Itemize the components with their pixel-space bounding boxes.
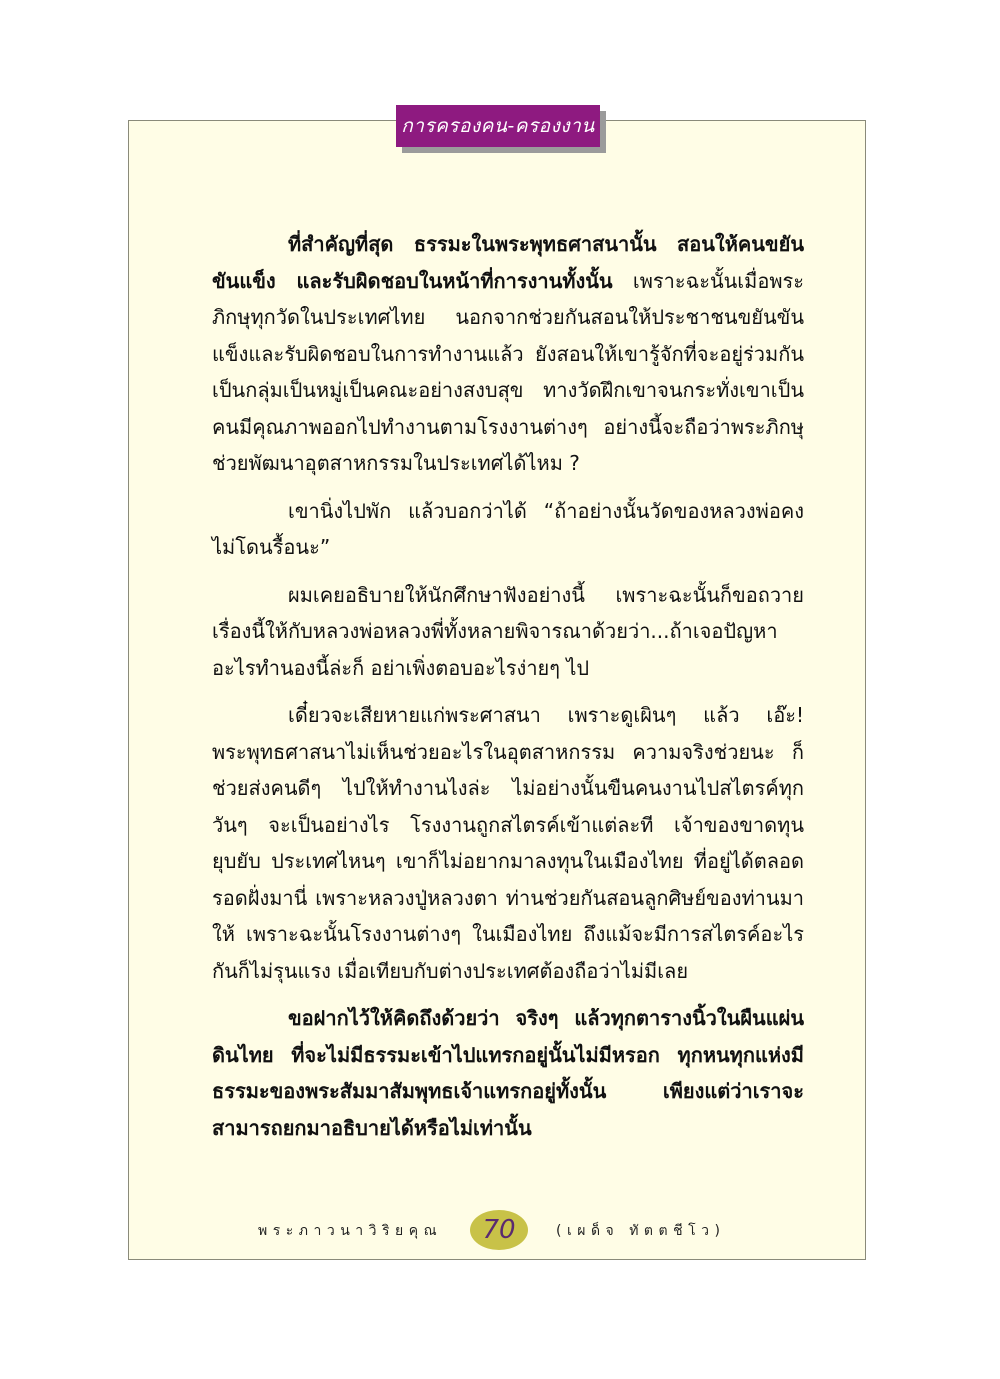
body-text — [212, 226, 804, 1146]
footer-author: (เผด็จ ทัตตชีโว) — [556, 1223, 726, 1239]
paragraph-1 — [212, 226, 804, 482]
paragraph-3: ผมเคยอธิบายให้นักศึกษาฟังอย่างนี้ เพราะฉะนั้นก็ขอถวายเรื่องนี้ให้กับหลวงพ่อหลวงพี่ทั้งหลายพิจารณาด้วยว่า...ถ้าเจอปัญหาอะไรทำนองนี้ล่ะก็ อย่าเพิ่งตอบอะไรง่ายๆ ไป — [212, 582, 804, 680]
chapter-title-tab — [396, 105, 600, 147]
page-number: 70 — [482, 1215, 516, 1245]
paragraph-2: เขานิ่งไปพัก แล้วบอกว่าได้ “ถ้าอย่างนั้นวัดของหลวงพ่อคงไม่โดนรื้อนะ” — [212, 498, 804, 559]
footer-book-title: พระภาวนาวิริยคุณ — [258, 1223, 443, 1239]
page-number-badge — [470, 1210, 528, 1250]
page-footer — [0, 1208, 1000, 1254]
paragraph-5: ขอฝากไว้ให้คิดถึงด้วยว่า จริงๆ แล้วทุกตารางนิ้วในผืนแผ่นดินไทย ที่จะไม่มีธรรมะเข้าไปแทรกอยู่นั้นไม่มีหรอก ทุกหนทุกแห่งมีธรรมะของพระสัมมาสัมพุทธเจ้าแทรกอยู่ทั้งนั้น เพียงแต่ว่าเราจะสามารถยกมาอธิบายได้หรือไม่เท่านั้น — [212, 1006, 804, 1140]
paragraph-4: เดี๋ยวจะเสียหายแก่พระศาสนา เพราะดูเผินๆ แล้ว เอ๊ะ! พระพุทธศาสนาไม่เห็นช่วยอะไรในอุตสาหกรรม ความจริงช่วยนะ ก็ช่วยส่งคนดีๆ ไปให้ทำงานไงล่ะ ไม่อย่างนั้นขืนคนงานไปสไตรค์ทุกวันๆ จะเป็นอย่างไร โรงงานถูกสไตรค์เข้าแต่ละที เจ้าของขาดทุนยุบยับ ประเทศไหนๆ เขาก็ไม่อยากมาลงทุนในเมืองไทย ที่อยู่ได้ตลอดรอดฝั่งมานี่ เพราะหลวงปู่หลวงตา ท่านช่วยกันสอนลูกศิษย์ของท่านมาให้ เพราะฉะนั้นโรงงานต่างๆ ในเมืองไทย ถึงแม้จะมีการสไตรค์อะไรกันก็ไม่รุนแรง เมื่อเทียบกับต่างประเทศต้องถือว่าไม่มีเลย — [212, 703, 804, 983]
paragraph-1-rest: เพราะฉะนั้นเมื่อพระภิกษุทุกวัดในประเทศไทย นอกจากช่วยกันสอนให้ประชาชนขยันขันแข็งและรับผิดชอบในการทำงานแล้ว ยังสอนให้เขารู้จักที่จะอยู่ร่วมกันเป็นกลุ่มเป็นหมู่เป็นคณะอย่างสงบสุข ทางวัดฝึกเขาจนกระทั่งเขาเป็นคนมีคุณภาพออกไปทำงานตามโรงงานต่างๆ อย่างนี้จะถือว่าพระภิกษุช่วยพัฒนาอุตสาหกรรมในประเทศได้ไหม ? — [212, 268, 805, 475]
chapter-title: การครองคน-ครองงาน — [401, 115, 595, 137]
paragraph-1-bold: ที่สำคัญที่สุด ธรรมะในพระพุทธศาสนานั้น สอนให้คนขยันขันแข็ง และรับผิดชอบในหน้าที่การงานทั้งนั้น — [212, 232, 804, 293]
